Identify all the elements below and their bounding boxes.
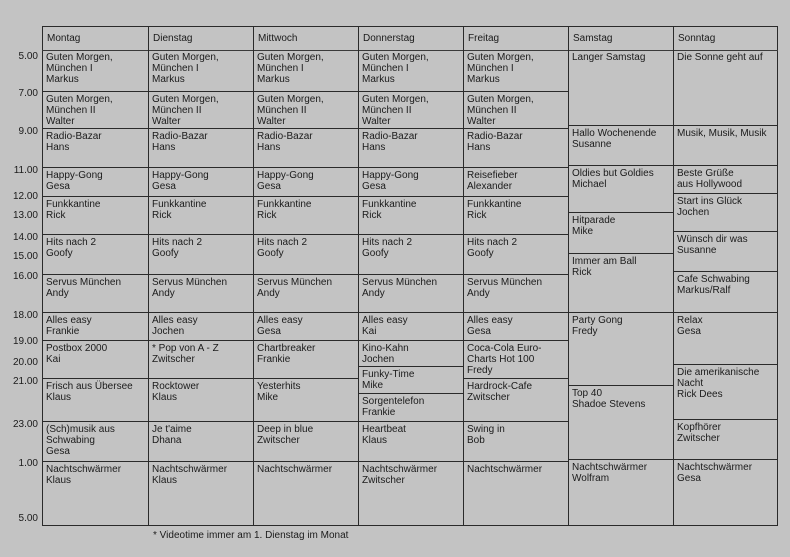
time-label: 9.00	[18, 126, 38, 137]
day-header-donnerstag: Donnerstag	[363, 33, 415, 44]
program-cell: Guten Morgen, München I Markus	[467, 52, 534, 85]
program-cell: Hits nach 2 Goofy	[43, 234, 148, 274]
program-cell: Die Sonne geht auf	[677, 52, 763, 63]
day-header-freitag: Freitag	[468, 33, 500, 44]
time-label: 21.00	[12, 376, 38, 387]
program-cell: Wünsch dir was Susanne	[674, 231, 778, 271]
day-header-sonntag: Sonntag	[678, 33, 716, 44]
day-header-mittwoch: Mittwoch	[258, 33, 298, 44]
time-label: 5.00	[18, 51, 38, 62]
program-cell: Coca-Cola Euro- Charts Hot 100 Fredy	[464, 340, 568, 378]
program-cell: Langer Samstag	[572, 52, 646, 63]
program-cell: Yesterhits Mike	[254, 378, 358, 421]
time-label: 16.00	[12, 271, 38, 282]
program-cell: Alles easy Jochen	[149, 312, 253, 340]
program-cell: Frisch aus Übersee Klaus	[43, 378, 148, 421]
program-cell: Guten Morgen, München II Walter	[43, 91, 148, 128]
program-cell: Radio-Bazar Hans	[254, 128, 358, 167]
program-cell: Start ins Glück Jochen	[674, 193, 778, 231]
day-header-montag: Montag	[47, 33, 81, 44]
program-cell: Funkkantine Rick	[43, 196, 148, 234]
program-cell: Nachtschwärmer Klaus	[149, 461, 253, 526]
time-label: 13.00	[12, 210, 38, 221]
program-cell: Servus München Andy	[149, 274, 253, 312]
program-cell: Radio-Bazar Hans	[359, 128, 463, 167]
program-cell: Guten Morgen, München II Walter	[464, 91, 568, 128]
time-label: 18.00	[12, 310, 38, 321]
program-cell: Funkkantine Rick	[359, 196, 463, 234]
program-cell: Happy-Gong Gesa	[149, 167, 253, 196]
program-cell: Guten Morgen, München I Markus	[152, 52, 219, 85]
program-cell: Funkkantine Rick	[149, 196, 253, 234]
time-label: 20.00	[12, 357, 38, 368]
program-cell: Sorgentelefon Frankie	[359, 393, 463, 421]
program-cell: Nachtschwärmer Wolfram	[569, 459, 673, 526]
program-cell: Radio-Bazar Hans	[43, 128, 148, 167]
program-cell: Alles easy Gesa	[254, 312, 358, 340]
time-label: 1.00	[18, 458, 38, 469]
program-cell: Guten Morgen, München I Markus	[257, 52, 324, 85]
program-cell: Beste Grüße aus Hollywood	[674, 165, 778, 193]
time-label: 14.00	[12, 232, 38, 243]
time-label: 15.00	[12, 251, 38, 262]
program-cell: Deep in blue Zwitscher	[254, 421, 358, 461]
time-label: 19.00	[12, 336, 38, 347]
program-cell: Hits nach 2 Goofy	[149, 234, 253, 274]
time-label: 7.00	[18, 88, 38, 99]
time-label: 23.00	[12, 419, 38, 430]
program-cell: Je t'aime Dhana	[149, 421, 253, 461]
program-cell: Die amerikanische Nacht Rick Dees	[674, 364, 778, 419]
program-cell: Servus München Andy	[464, 274, 568, 312]
program-cell: Happy-Gong Gesa	[359, 167, 463, 196]
program-cell: Oldies but Goldies Michael	[569, 165, 673, 212]
program-cell: Nachtschwärmer Zwitscher	[359, 461, 463, 526]
program-cell: Rocktower Klaus	[149, 378, 253, 421]
program-cell: Servus München Andy	[359, 274, 463, 312]
program-cell: Servus München Andy	[43, 274, 148, 312]
day-header-dienstag: Dienstag	[153, 33, 193, 44]
program-cell: Reisefieber Alexander	[464, 167, 568, 196]
program-cell: Hits nach 2 Goofy	[359, 234, 463, 274]
program-cell: Funky-Time Mike	[359, 366, 463, 393]
time-label: 11.00	[13, 165, 38, 176]
program-cell: Alles easy Frankie	[43, 312, 148, 340]
program-cell: Hitparade Mike	[569, 212, 673, 253]
program-cell: Nachtschwärmer Klaus	[43, 461, 148, 526]
program-cell: Hits nach 2 Goofy	[464, 234, 568, 274]
program-cell: Funkkantine Rick	[464, 196, 568, 234]
program-cell: Servus München Andy	[254, 274, 358, 312]
program-cell: Immer am Ball Rick	[569, 253, 673, 312]
program-cell: Nachtschwärmer	[464, 461, 568, 526]
program-cell: Nachtschwärmer Gesa	[674, 459, 778, 526]
program-cell: Kino-Kahn Jochen	[359, 340, 463, 366]
program-cell: Postbox 2000 Kai	[43, 340, 148, 378]
time-label: 5.00	[18, 513, 38, 524]
footnote: * Videotime immer am 1. Dienstag im Monat	[153, 530, 349, 541]
program-cell: Heartbeat Klaus	[359, 421, 463, 461]
program-cell: Hardrock-Cafe Zwitscher	[464, 378, 568, 421]
program-cell: Alles easy Kai	[359, 312, 463, 340]
program-cell: Funkkantine Rick	[254, 196, 358, 234]
program-cell: Swing in Bob	[464, 421, 568, 461]
program-cell: Guten Morgen, München I Markus	[362, 52, 429, 85]
program-cell: Guten Morgen, München II Walter	[149, 91, 253, 128]
program-cell: Chartbreaker Frankie	[254, 340, 358, 378]
program-cell: Radio-Bazar Hans	[149, 128, 253, 167]
program-cell: Cafe Schwabing Markus/Ralf	[674, 271, 778, 312]
program-cell: Top 40 Shadoe Stevens	[569, 385, 673, 459]
program-cell: Radio-Bazar Hans	[464, 128, 568, 167]
program-cell: Guten Morgen, München II Walter	[359, 91, 463, 128]
program-cell: Happy-Gong Gesa	[254, 167, 358, 196]
program-cell: Kopfhörer Zwitscher	[674, 419, 778, 459]
program-cell: Hallo Wochenende Susanne	[569, 125, 673, 165]
day-header-samstag: Samstag	[573, 33, 613, 44]
time-label: 12.00	[12, 191, 38, 202]
program-cell: (Sch)musik aus Schwabing Gesa	[43, 421, 148, 461]
program-cell: Alles easy Gesa	[464, 312, 568, 340]
program-cell: Party Gong Fredy	[569, 312, 673, 385]
program-cell: Guten Morgen, München II Walter	[254, 91, 358, 128]
program-cell: Guten Morgen, München I Markus	[46, 52, 113, 85]
program-cell: Hits nach 2 Goofy	[254, 234, 358, 274]
program-cell: Musik, Musik, Musik	[674, 125, 778, 165]
program-cell: Nachtschwärmer	[254, 461, 358, 526]
program-cell: Relax Gesa	[674, 312, 778, 364]
program-cell: * Pop von A - Z Zwitscher	[149, 340, 253, 378]
program-cell: Happy-Gong Gesa	[43, 167, 148, 196]
